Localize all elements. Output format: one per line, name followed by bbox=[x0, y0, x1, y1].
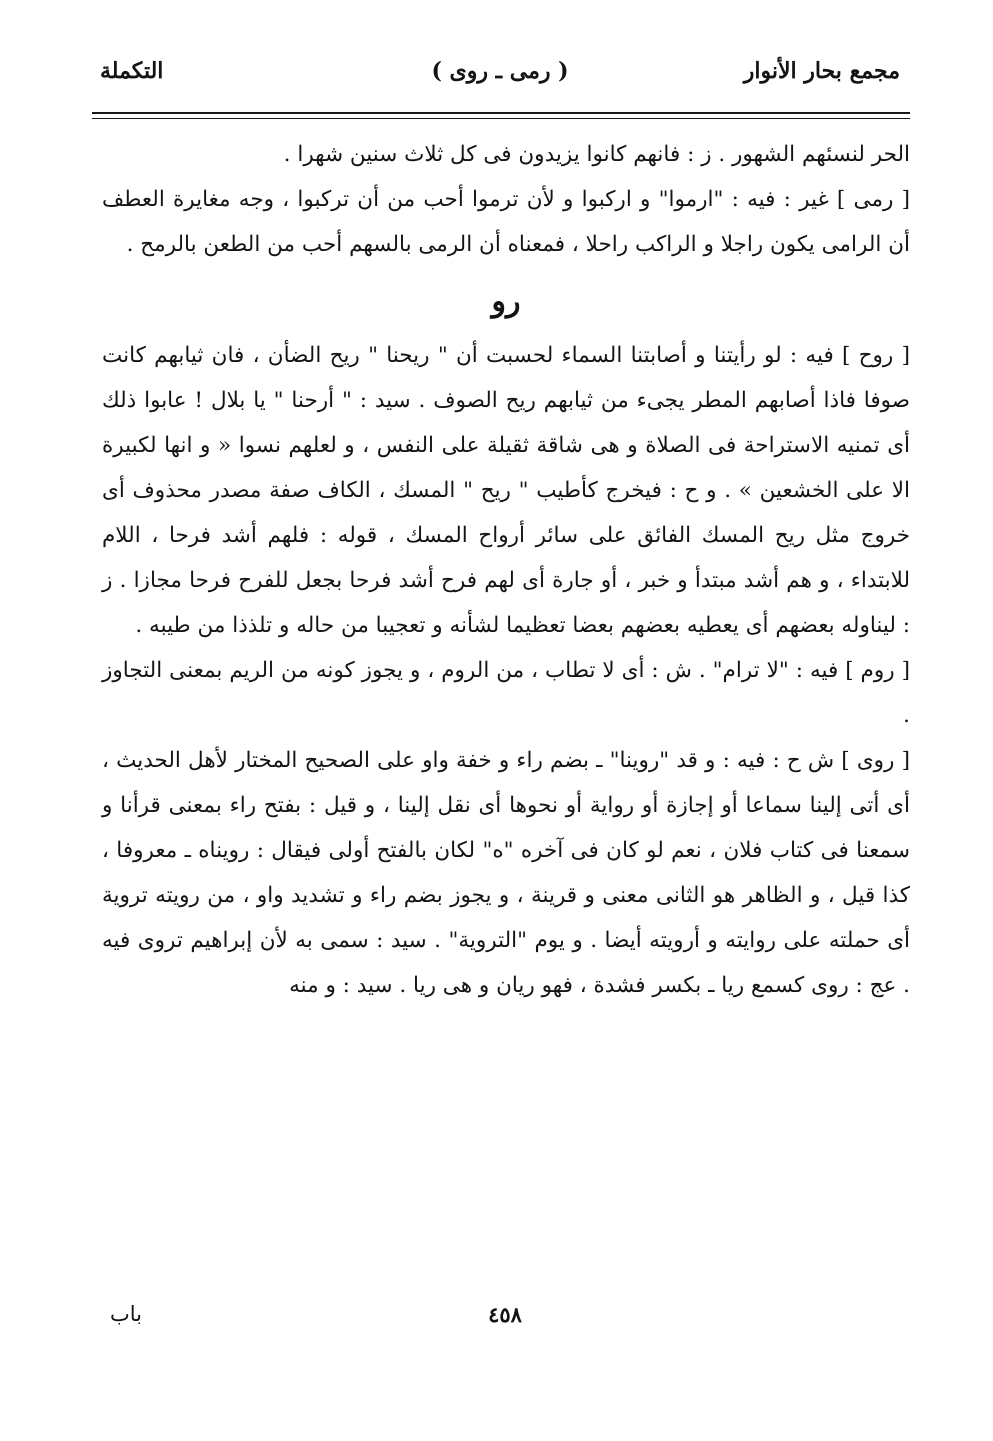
page-number: ٤٥٨ bbox=[488, 1302, 522, 1327]
paragraph-rawh: [ روح ] فيه : لو رأيتنا و أصابتنا السماء لحسبت أن " ريحنا " ريح الضأن ، فان ثيابهم كانت صوفا فاذا أصابهم المطر يجىء من ثيابهم ريح الصوف . سيد : " أرحنا " يا بلال ! عابوا ذلك أى تمنيه الاستراحة فى الصلاة و هى شاقة ثقيلة على النفس ، و لعلهم نسوا « و انها لكبيرة الا على الخشعين » . و ح : فيخرج كأطيب " ريح " المسك ، الكاف صفة مصدر محذوف أى خروج مثل ريح المسك الفائق على سائر أرواح المسك ، قوله : فلهم أشد فرحا ، اللام للابتداء ، و هم أشد مبتدأ و خبر ، أو جارة أى لهم فرح أشد فرحا بجعل للفرح فرحا مجازا . ز : ليناوله بعضهم أى يعطيه بعضهم بعضا تعظيما لشأنه و تعجيبا من حاله و تلذذا من طيبه . bbox=[102, 343, 910, 638]
paragraph-1: الحر لنسئهم الشهور . ز : فانهم كانوا يزيدون فى كل ثلاث سنين شهرا . bbox=[283, 142, 910, 167]
section-heading: رو bbox=[491, 284, 521, 319]
paragraph-rawm: [ روم ] فيه : "لا ترام" . ش : أى لا تطاب ، من الروم ، و يجوز كونه من الريم بمعنى التجاوز . bbox=[102, 658, 910, 728]
body-text bbox=[102, 132, 910, 1008]
book-title: مجمع بحار الأنوار bbox=[743, 58, 900, 84]
catchword: باب bbox=[110, 1302, 143, 1326]
volume-label: التكملة bbox=[100, 58, 164, 84]
entry-range: ( رمى ـ روى ) bbox=[431, 58, 569, 84]
header-rule-thin bbox=[92, 118, 910, 119]
paragraph-rama: [ رمى ] غير : فيه : "ارموا" و اركبوا و لأن ترموا أحب من أن تركبوا ، وجه مغايرة العطف أن الرامى يكون راجلا و الراكب راحلا ، فمعناه أن الرمى بالسهم أحب من الطعن بالرمح . bbox=[102, 187, 910, 257]
paragraph-rawa: [ روى ] ش ح : فيه : و قد "روينا" ـ بضم راء و خفة واو على الصحيح المختار لأهل الحديث ، أى أتى إلينا سماعا أو إجازة أو رواية أو نحوها أى نقل إلينا ، و قيل : بفتح راء بمعنى قرأنا و سمعنا فى كتاب فلان ، نعم لو كان فى آخره "ه" لكان بالفتح أولى فيقال : رويناه ـ معروفا ، كذا قيل ، و الظاهر هو الثانى معنى و قرينة ، و يجوز بضم راء و تشديد واو ، من رويته تروية أى حملته على روايته و أرويته أيضا . و يوم "التروية" . سيد : سمى به لأن إبراهيم تروى فيه . عج : روى كسمع ريا ـ بكسر فشدة ، فهو ريان و هى ريا . سيد : و منه bbox=[102, 748, 910, 998]
header-rule-thick bbox=[92, 112, 910, 114]
page-footer bbox=[110, 1302, 900, 1342]
page-header bbox=[100, 58, 900, 98]
